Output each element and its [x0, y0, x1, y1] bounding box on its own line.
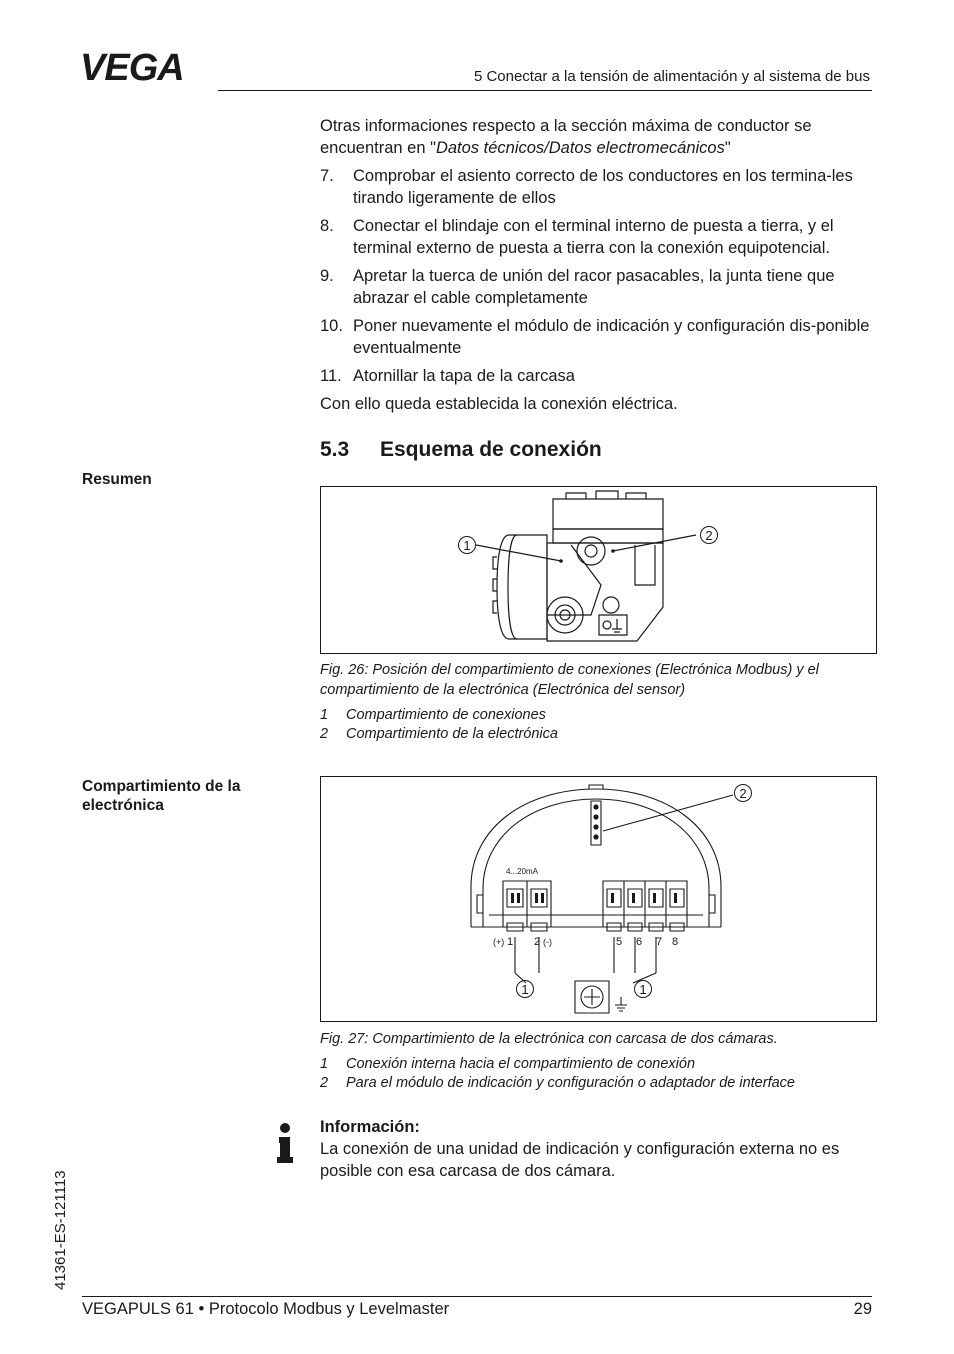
svg-text:2: 2 [739, 786, 747, 801]
figure-caption: Fig. 26: Posición del compartimiento de conexiones (Electrónica Modbus) y el compartimiento de la electrónica (Electrónica del sensor) [320, 662, 819, 698]
svg-text:1: 1 [463, 538, 471, 553]
current-label: 4...20mA [506, 867, 539, 876]
svg-text:8: 8 [672, 936, 679, 948]
svg-text:VEGA: VEGA [80, 50, 184, 84]
callout-2 [735, 785, 752, 802]
page-number: 29 [853, 1300, 872, 1318]
callout-1-right [635, 981, 652, 998]
list-item: 7. Comprobar el asiento correcto de los conductores en los termina-les tirando ligeramente de ellos [320, 167, 853, 207]
info-icon [276, 1122, 294, 1164]
side-label-resumen: Resumen [82, 471, 152, 488]
figure-legend [320, 1055, 875, 1093]
vega-logo [80, 50, 212, 84]
terminal-numbers [493, 936, 678, 948]
svg-text:1: 1 [639, 982, 647, 997]
footer-rule [82, 1296, 872, 1297]
header-rule [218, 90, 872, 91]
step-list [320, 165, 880, 393]
legend-item: 1 Conexión interna hacia el compartimiento de conexión [320, 1056, 696, 1072]
svg-text:7: 7 [656, 936, 663, 948]
list-item: 9. Apretar la tuerca de unión del racor pasacables, la junta tiene que abrazar el cable completamente [320, 267, 835, 307]
list-item: 10. Poner nuevamente el módulo de indicación y configuración dis-ponible eventualmente [320, 317, 870, 357]
legend-item: 1 Compartimiento de conexiones [320, 707, 546, 723]
svg-text:5: 5 [616, 936, 623, 948]
svg-text:2: 2 [534, 936, 541, 948]
housing-drawing [321, 487, 876, 653]
svg-text:2: 2 [705, 528, 713, 543]
svg-text:(+): (+) [493, 937, 505, 947]
conclusion-paragraph: Con ello queda establecida la conexión eléctrica. [320, 395, 678, 413]
list-item: 8. Conectar el blindaje con el terminal interno de puesta a tierra, y el terminal externo de puesta a tierra con la conexión equipotencial. [320, 217, 834, 257]
callout-1-left [517, 981, 534, 998]
figure-legend [320, 706, 875, 744]
figure-electronics [320, 776, 877, 1022]
footer-product: VEGAPULS 61 • Protocolo Modbus y Levelmaster [82, 1300, 450, 1318]
figure-caption: Fig. 27: Compartimiento de la electrónica con carcasa de dos cámaras. [320, 1031, 778, 1047]
legend-item: 2 Compartimiento de la electrónica [320, 726, 558, 742]
intro-paragraph: Otras informaciones respecto a la sección máxima de conductor se encuentran en "Datos técnicos/Datos electromecánicos" [320, 117, 812, 157]
svg-text:(-): (-) [543, 937, 552, 947]
svg-text:6: 6 [636, 936, 643, 948]
info-text: La conexión de una unidad de indicación y configuración externa no es posible con esa carcasa de dos cámara. [320, 1140, 840, 1180]
section-title: 5.3 Esquema de conexión [320, 438, 602, 461]
callout-2 [701, 527, 718, 544]
document-id: 41361-ES-121113 [52, 1170, 69, 1290]
info-title: Información: [320, 1118, 420, 1136]
chapter-header: 5 Conectar a la tensión de alimentación y al sistema de bus [473, 68, 870, 85]
figure-housing [320, 486, 877, 654]
legend-item: 2 Para el módulo de indicación y configuración o adaptador de interface [320, 1075, 795, 1091]
info-block [320, 1116, 875, 1182]
callout-1 [459, 537, 476, 554]
side-label-electronics: Compartimiento de la electrónica [82, 778, 241, 814]
list-item: 11. Atornillar la tapa de la carcasa [320, 367, 575, 385]
electronics-drawing [321, 777, 876, 1021]
svg-text:1: 1 [521, 982, 529, 997]
svg-text:1: 1 [507, 936, 514, 948]
